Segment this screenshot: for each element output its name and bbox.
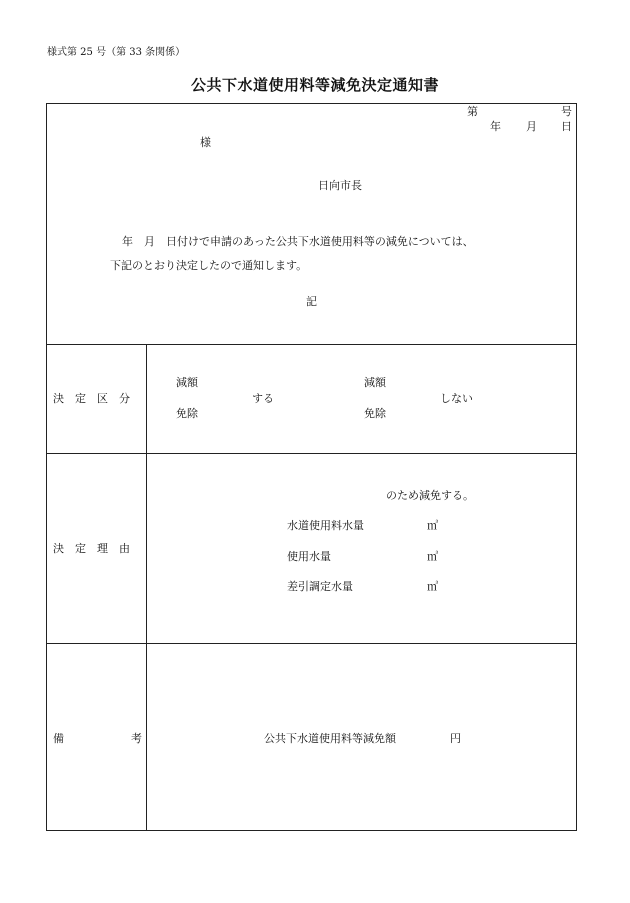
reason-item-label: 水道使用料水量	[287, 519, 364, 532]
document-title: 公共下水道使用料等減免決定通知書	[190, 76, 439, 94]
number-prefix: 第	[467, 105, 478, 118]
date-day: 日	[561, 120, 572, 133]
decision-opt1-exempt: 免除	[176, 407, 198, 420]
remarks-amount-label: 公共下水道使用料等減免額	[264, 732, 396, 745]
decision-opt2-exempt: 免除	[364, 407, 386, 420]
issuer: 日向市長	[318, 179, 362, 192]
reason-purpose: のため減免する。	[386, 489, 474, 502]
body-line-2: 下記のとおり決定したので通知します。	[110, 259, 308, 272]
ki-heading: 記	[306, 295, 317, 308]
reason-item-unit: ㎥	[427, 519, 438, 532]
reason-item-label: 差引調定水量	[287, 580, 353, 593]
form-number: 様式第 25 号（第 33 条関係）	[47, 47, 186, 58]
divider-remarks	[46, 643, 577, 644]
decision-label: 決 定 区 分	[53, 392, 130, 405]
decision-opt1-reduce: 減額	[176, 376, 198, 389]
reason-item-unit: ㎥	[427, 580, 438, 593]
remarks-label-left: 備	[53, 732, 64, 745]
decision-opt2-reduce: 減額	[364, 376, 386, 389]
decision-opt2-verb: しない	[440, 392, 473, 405]
date-year: 年	[490, 120, 501, 133]
body-line-1: 年 月 日付けで申請のあった公共下水道使用料等の減免については、	[122, 235, 474, 248]
reason-label: 決 定 理 由	[53, 542, 130, 555]
addressee-suffix: 様	[200, 136, 211, 149]
divider-reason	[46, 453, 577, 454]
number-suffix: 号	[561, 105, 572, 118]
decision-opt1-verb: する	[252, 392, 274, 405]
date-month: 月	[526, 120, 537, 133]
reason-item-unit: ㎥	[427, 550, 438, 563]
reason-item-label: 使用水量	[287, 550, 331, 563]
label-column-divider	[146, 344, 147, 831]
form-frame	[46, 103, 577, 831]
remarks-amount-unit: 円	[450, 732, 461, 745]
divider-decision	[46, 344, 577, 345]
remarks-label-right: 考	[131, 732, 142, 745]
